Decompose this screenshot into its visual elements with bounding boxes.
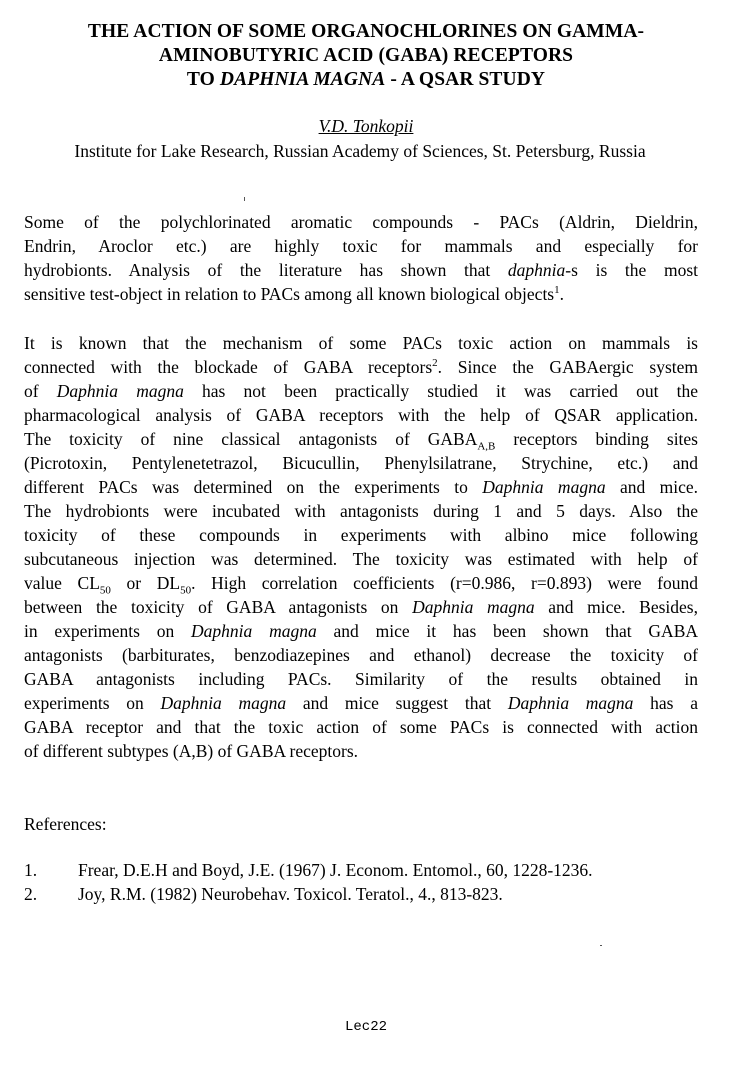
p1-line: Some of the polychlorinated aromatic compounds - PACs (Aldrin, Dieldrin, xyxy=(24,212,698,232)
p2-line: toxicity of these compounds in experiments with albino mice following xyxy=(24,525,698,545)
p2-line: subcutaneous injection was determined. The toxicity was estimated with help of xyxy=(24,549,698,569)
p2-line: experiments on Daphnia magna and mice suggest that Daphnia magna has a xyxy=(24,693,698,713)
p2-line: of Daphnia magna has not been practically studied it was carried out the xyxy=(24,381,699,401)
paragraph-2 xyxy=(24,331,698,763)
p1-line: Endrin, Aroclor etc.) are highly toxic for mammals and especially for xyxy=(24,236,698,256)
title-line-2: AMINOBUTYRIC ACID (GABA) RECEPTORS xyxy=(158,45,574,66)
paper-title xyxy=(20,20,712,92)
p2-line: It is known that the mechanism of some PACs toxic action on mammals is xyxy=(24,333,698,353)
author-name: V.D. Tonkopii xyxy=(318,116,414,136)
p2-line: The toxicity of nine classical antagonists of $GABA_{A,B}$ receptors binding sites xyxy=(24,429,698,453)
p2-line: pharmacological analysis of GABA receptors with the help of QSAR application. xyxy=(24,405,698,425)
p2-line: The hydrobionts were incubated with antagonists during 1 and 5 days. Also the xyxy=(24,501,698,521)
title-line-1: THE ACTION OF SOME ORGANOCHLORINES ON GAMMA- xyxy=(87,21,645,42)
p2-line: different PACs was determined on the experiments to Daphnia magna and mice. xyxy=(24,477,699,497)
title-line-3-suffix: - A QSAR STUDY xyxy=(385,69,546,90)
p2-line: in experiments on Daphnia magna and mice it has been shown that GABA xyxy=(24,621,699,641)
p2-line: between the toxicity of GABA antagonists on Daphnia magna and mice. Besides, xyxy=(24,597,698,617)
reference-text: Joy, R.M. (1982) Neurobehav. Toxicol. Teratol., 4., 813-823. xyxy=(78,884,503,904)
reference-number: 2. xyxy=(24,884,38,904)
p2-line: value $CL_{50}$ or $DL_{50}$. High correlation coefficients (r=0.986, r=0.893) were found xyxy=(24,573,699,597)
citation-marker: 1 xyxy=(554,284,560,297)
title-species: DAPHNIA MAGNA xyxy=(219,69,386,90)
page-footer-code: Lec22 xyxy=(344,1019,387,1035)
p1-line: sensitive test-object in relation to PACs among all known biological objects$^1$. xyxy=(24,284,564,304)
p2-line: antagonists (barbiturates, benzodiazepines and ethanol) decrease the toxicity of xyxy=(24,645,698,665)
title-line-3-prefix: TO xyxy=(186,69,220,90)
paragraph-1 xyxy=(24,210,698,306)
scan-speck xyxy=(600,945,602,946)
reference-item xyxy=(24,858,593,882)
p2-line: (Picrotoxin, Pentylenetetrazol, Bicucullin, Phenylsilatrane, Strychine, etc.) and xyxy=(24,453,698,473)
references-heading: References: xyxy=(24,814,107,834)
title-line-3 xyxy=(20,68,712,92)
p2-line: GABA antagonists including PACs. Similarity of the results obtained in xyxy=(24,669,698,689)
p2-line: of different subtypes (A,B) of GABA receptors. xyxy=(24,741,359,761)
reference-number: 1. xyxy=(24,860,38,880)
author-affiliation: Institute for Lake Research, Russian Academy of Sciences, St. Petersburg, Russia xyxy=(74,141,646,161)
citation-marker: 2 xyxy=(432,357,438,370)
p2-line: GABA receptor and that the toxic action of some PACs is connected with action xyxy=(24,717,698,737)
reference-text: Frear, D.E.H and Boyd, J.E. (1967) J. Econom. Entomol., 60, 1228-1236. xyxy=(78,860,593,880)
p1-line: hydrobionts. Analysis of the literature has shown that daphnia-s is the most xyxy=(24,260,698,280)
p2-line: connected with the blockade of GABA receptors$^2$. Since the GABAergic system xyxy=(24,357,698,377)
reference-item xyxy=(24,882,503,906)
scan-speck xyxy=(244,197,245,201)
